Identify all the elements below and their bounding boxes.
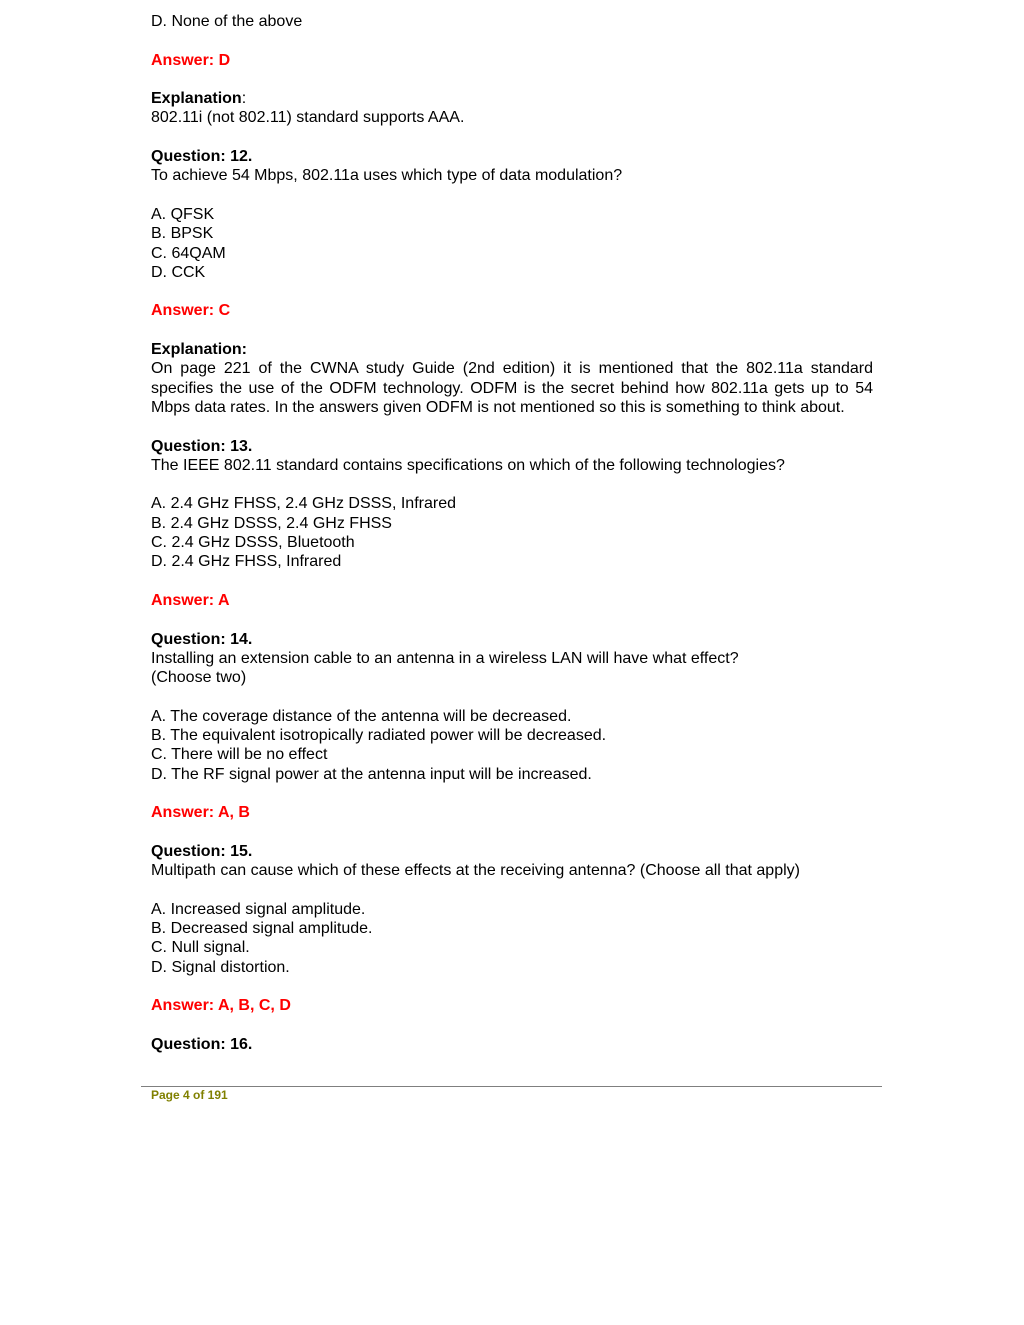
option-c: C. 64QAM <box>151 244 226 262</box>
question-text: The IEEE 802.11 standard contains specifications on which of the following technologies? <box>151 456 785 474</box>
document-body <box>151 12 873 1054</box>
option-b: B. The equivalent isotropically radiated power will be decreased. <box>151 726 607 744</box>
question-heading: Question: 13. <box>151 437 253 455</box>
question-heading: Question: 15. <box>151 842 253 860</box>
answer-text: Answer: D <box>151 51 231 69</box>
option-a: A. The coverage distance of the antenna will be decreased. <box>151 707 572 725</box>
question-text-note: (Choose two) <box>151 669 247 687</box>
answer-text: Answer: A, B, C, D <box>151 997 291 1015</box>
answer-text: Answer: A, B <box>151 804 250 822</box>
question-heading: Question: 12. <box>151 148 253 166</box>
question-text: Installing an extension cable to an antenna in a wireless LAN will have what effect? <box>151 649 739 667</box>
option-c: C. There will be no effect <box>151 746 328 764</box>
question-heading: Question: 16. <box>151 1035 253 1053</box>
option-a: A. QFSK <box>151 205 215 223</box>
answer-text: Answer: C <box>151 302 231 320</box>
answer-text: Answer: A <box>151 591 230 609</box>
option-b: B. BPSK <box>151 225 214 243</box>
question-heading: Question: 14. <box>151 630 253 648</box>
explanation-text: On page 221 of the CWNA study Guide (2nd edition) it is mentioned that the 802.11a standard specifies the use of the ODFM technology. ODFM is the secret behind how 802.11a gets up to 54 Mbps data rates. In the answers given ODFM is not mentioned so this is something to think about. <box>151 360 873 416</box>
option-text: D. None of the above <box>151 13 303 30</box>
option-d: D. 2.4 GHz FHSS, Infrared <box>151 553 342 571</box>
option-b: B. Decreased signal amplitude. <box>151 919 373 937</box>
page-number: Page 4 of 191 <box>151 1088 228 1102</box>
option-a: A. 2.4 GHz FHSS, 2.4 GHz DSSS, Infrared <box>151 495 456 513</box>
explanation-label: Explanation <box>151 90 242 108</box>
option-a: A. Increased signal amplitude. <box>151 900 366 918</box>
option-b: B. 2.4 GHz DSSS, 2.4 GHz FHSS <box>151 514 392 532</box>
option-c: C. Null signal. <box>151 939 250 957</box>
explanation-heading <box>151 89 873 108</box>
explanation-colon: : <box>241 90 247 108</box>
option-c: C. 2.4 GHz DSSS, Bluetooth <box>151 534 355 552</box>
question-text: To achieve 54 Mbps, 802.11a uses which type of data modulation? <box>151 167 623 185</box>
option-d: D. Signal distortion. <box>151 958 290 976</box>
explanation-text: 802.11i (not 802.11) standard supports AAA. <box>151 109 465 127</box>
question-text: Multipath can cause which of these effects at the receiving antenna? (Choose all that apply) <box>151 862 800 880</box>
footer-divider <box>141 1086 882 1087</box>
option-d: D. The RF signal power at the antenna input will be increased. <box>151 765 592 783</box>
option-d: D. CCK <box>151 263 206 281</box>
explanation-label: Explanation: <box>151 341 248 359</box>
